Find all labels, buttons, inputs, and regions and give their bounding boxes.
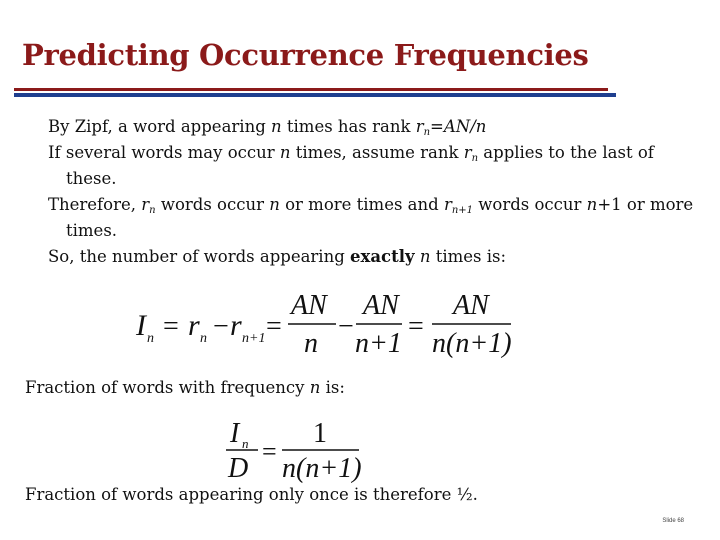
var-n: n: [279, 143, 291, 162]
eq1-sub-n: n: [147, 331, 154, 346]
text-run: words occur: [473, 195, 587, 214]
eq1-minus: −: [338, 311, 354, 342]
eq1-r: r: [188, 309, 200, 342]
subscript-n: n: [423, 127, 431, 138]
text-run: is:: [320, 378, 345, 397]
eq1-frac2-num: AN: [363, 290, 399, 321]
eq2-den: n(n+1): [282, 453, 362, 484]
eq2-D: D: [228, 453, 249, 484]
var-n: n: [586, 195, 598, 214]
eq1-frac1-num: AN: [291, 290, 327, 321]
equation-2-svg: [222, 416, 367, 484]
bullet-several-words: [48, 140, 698, 192]
text-run: times has rank: [281, 117, 416, 136]
text-run: or more times and: [279, 195, 444, 214]
bullet-exactly-n: [48, 244, 698, 270]
emphasis-exactly: exactly: [350, 247, 415, 266]
var-n: n: [309, 378, 321, 397]
equation-fraction-of-words: [222, 416, 367, 484]
text-run: words occur: [155, 195, 270, 214]
text-run: =: [430, 117, 444, 136]
fraction-with-frequency-n: [25, 378, 345, 397]
eq1-frac2-den: n+1: [355, 328, 402, 359]
equation-count-exactly-n: [130, 284, 520, 364]
bullet-list: [48, 114, 698, 270]
eq1-frac3-num: AN: [453, 290, 489, 321]
text-run: If several words may occur: [48, 143, 280, 162]
text-run: By Zipf, a word appearing: [48, 117, 271, 136]
title-underline-blue: [14, 93, 616, 97]
eq1-equals: =: [408, 311, 424, 342]
eq1-r: r: [230, 309, 242, 342]
bullet-zipf-rank: [48, 114, 698, 140]
eq1-sub-n-plus-1: n+1: [242, 331, 266, 346]
text-run: times is:: [430, 247, 507, 266]
eq1-I: I: [136, 309, 146, 342]
text-run: applies to the last of these.: [66, 143, 654, 188]
eq1-frac3-den: n(n+1): [432, 328, 512, 359]
text-run: +1 or more times.: [66, 195, 694, 240]
eq2-I: I: [230, 418, 240, 449]
text-run: Fraction of words with frequency: [25, 378, 310, 397]
subscript-n-plus-1: n+1: [451, 205, 474, 216]
var-an-over-n: AN/n: [443, 117, 487, 136]
title-underline-red: [14, 88, 608, 91]
var-n: n: [419, 247, 431, 266]
text-run: Therefore,: [48, 195, 142, 214]
bullet-therefore: [48, 192, 698, 244]
equation-1-svg: [130, 284, 520, 364]
slide-number: Slide 68: [662, 518, 684, 524]
eq2-equals: =: [262, 437, 277, 466]
var-r: r: [415, 117, 424, 136]
text-run: times, assume rank: [290, 143, 464, 162]
var-n: n: [269, 195, 280, 214]
eq1-equals: =: [163, 311, 179, 342]
var-r: r: [443, 195, 452, 214]
eq1-sub-n: n: [200, 331, 207, 346]
fraction-appearing-once: Fraction of words appearing only once is therefore ½.: [25, 485, 478, 504]
eq1-minus: −: [213, 311, 229, 342]
subscript-n: n: [471, 153, 479, 164]
eq1-frac1-den: n: [304, 328, 318, 359]
eq2-sub-n: n: [242, 436, 249, 451]
var-r: r: [463, 143, 472, 162]
eq2-one: 1: [313, 418, 327, 449]
var-r: r: [141, 195, 150, 214]
slide-title: Predicting Occurrence Frequencies: [22, 38, 589, 72]
subscript-n: n: [149, 205, 156, 216]
eq1-equals: =: [266, 311, 282, 342]
var-n: n: [271, 117, 282, 136]
text-run: So, the number of words appearing: [48, 247, 351, 266]
